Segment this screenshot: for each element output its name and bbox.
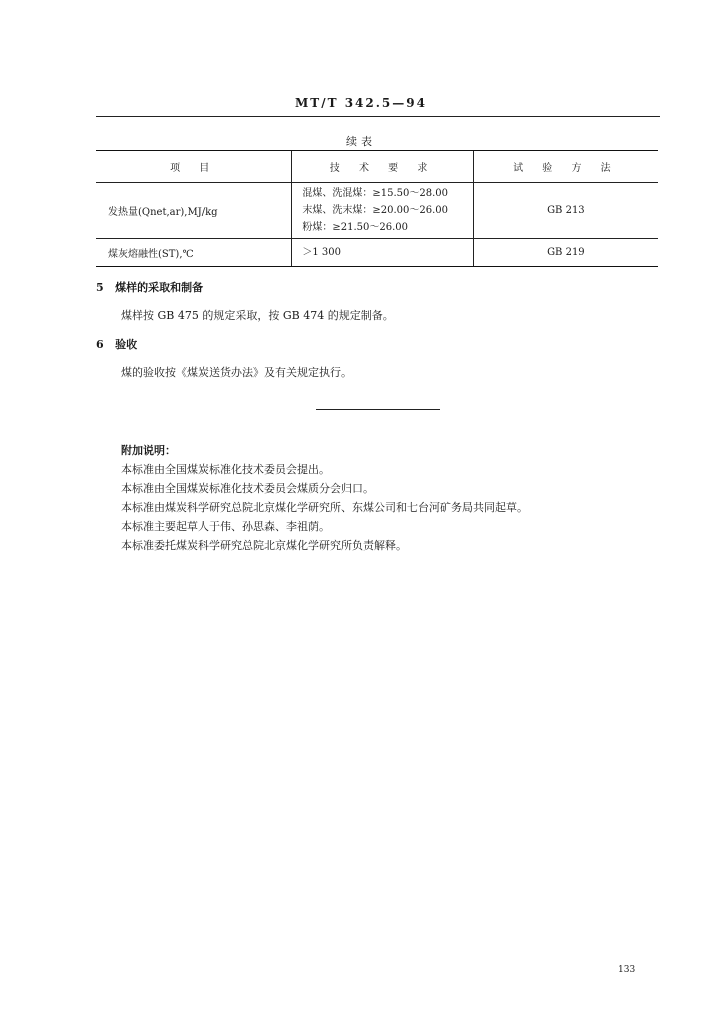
section-text: 煤的验收按《煤炭送货办法》及有关规定执行。 (121, 366, 352, 379)
requirement-line: 粉煤：≥21.50～26.00 (302, 222, 409, 233)
note-line: 本标准委托煤炭科学研究总院北京煤化学研究所负责解释。 (121, 539, 407, 552)
note-line: 本标准由煤炭科学研究总院北京煤化学研究所、东煤公司和七台河矿务局共同起草。 (121, 501, 528, 514)
note-line: 本标准主要起草人于伟、孙思森、李祖荫。 (121, 520, 330, 533)
table-header-row (96, 151, 658, 183)
row-requirements (292, 239, 473, 267)
requirement-line: 混煤、洗混煤：≥15.50～28.00 (302, 188, 449, 199)
separator-rule (316, 409, 440, 410)
note-line: 本标准由全国煤炭标准化技术委员会煤质分会归口。 (121, 482, 374, 495)
table-caption: 续表 (346, 135, 376, 148)
requirement-line: ＞1 300 (302, 247, 342, 258)
page-number: 133 (618, 965, 636, 975)
additional-notes (121, 441, 528, 555)
row-item: 发热量(Qnet,ar),MJ/kg (96, 183, 292, 239)
section-title: 验收 (115, 338, 138, 351)
notes-title: 附加说明： (121, 444, 176, 457)
table-row (96, 239, 658, 267)
header-item: 项 目 (96, 151, 292, 183)
header-rule (96, 116, 660, 117)
note-line: 本标准由全国煤炭标准化技术委员会提出。 (121, 463, 330, 476)
section-number: 5 (96, 281, 104, 294)
table-row (96, 183, 658, 239)
section-number: 6 (96, 338, 104, 351)
row-method: GB 219 (473, 239, 658, 267)
row-method: GB 213 (473, 183, 658, 239)
section-heading (96, 336, 137, 352)
section-text: 煤样按 GB 475 的规定采取，按 GB 474 的规定制备。 (121, 309, 394, 322)
section-heading (96, 279, 203, 295)
section-title: 煤样的采取和制备 (115, 281, 204, 294)
header-requirement: 技 术 要 求 (292, 151, 473, 183)
row-item: 煤灰熔融性(ST),℃ (96, 239, 292, 267)
row-requirements (292, 183, 473, 239)
spec-table (96, 150, 658, 267)
document-code: MT/T 342.5—94 (295, 96, 427, 110)
requirement-line: 末煤、洗末煤：≥20.00～26.00 (302, 205, 449, 216)
header-method: 试 验 方 法 (473, 151, 658, 183)
